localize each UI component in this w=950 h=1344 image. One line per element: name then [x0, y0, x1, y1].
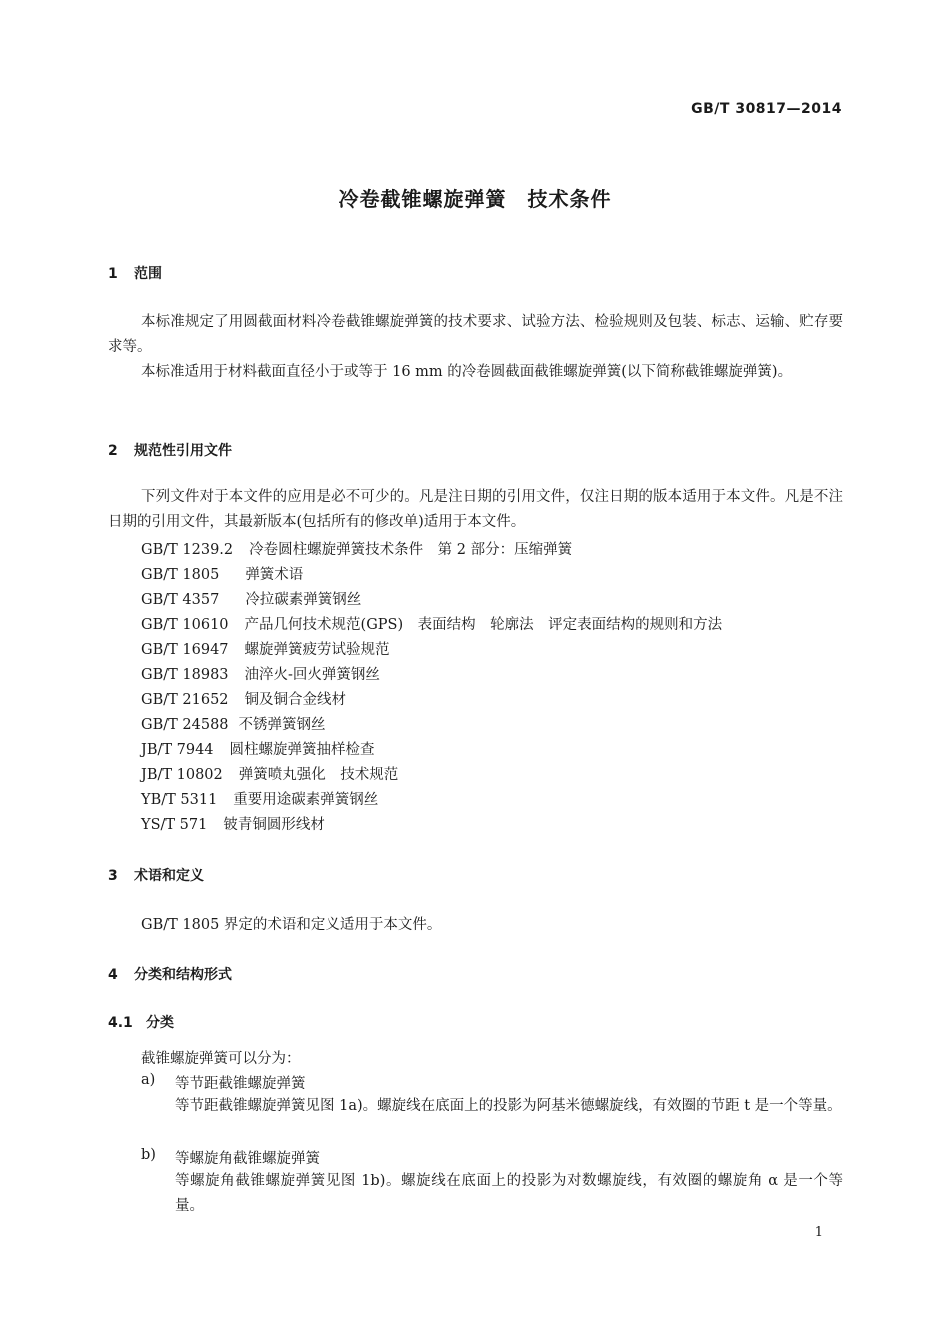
paragraph: 本标准适用于材料截面直径小于或等于 16 mm 的冷卷圆截面截锥螺旋弹簧(以下简称截锥螺旋弹簧)。	[141, 364, 793, 380]
section-2-heading	[108, 440, 232, 460]
paragraph: 截锥螺旋弹簧可以分为：	[141, 1051, 301, 1067]
reference-item	[141, 563, 303, 584]
reference-item	[141, 788, 378, 809]
list-item-label: b)	[141, 1147, 156, 1163]
reference-code: JB/T 10802	[141, 767, 223, 783]
reference-item	[141, 688, 346, 709]
list-item-label: a)	[141, 1072, 156, 1088]
reference-code: YB/T 5311	[141, 792, 218, 808]
reference-item	[141, 738, 375, 759]
reference-title: 冷拉碳素弹簧钢丝	[245, 592, 362, 608]
reference-code: GB/T 21652	[141, 692, 229, 708]
reference-title: 重要用途碳素弹簧钢丝	[233, 792, 379, 808]
list-item-description: 等节距截锥螺旋弹簧见图 1a)。螺旋线在底面上的投影为阿基米德螺旋线，有效圈的节距 t 是一个等量。	[175, 1098, 842, 1114]
reference-code: GB/T 18983	[141, 667, 229, 683]
section-number: 2	[108, 443, 118, 459]
reference-item	[141, 813, 325, 834]
reference-item	[141, 663, 380, 684]
reference-title: 不锈弹簧钢丝	[238, 717, 326, 733]
reference-title: 铍青铜圆形线材	[223, 817, 325, 833]
list-item-description: 等螺旋角截锥螺旋弹簧见图 1b)。螺旋线在底面上的投影为对数螺旋线，有效圈的螺旋角 α 是一个等量。	[175, 1173, 843, 1214]
section-3-heading	[108, 865, 204, 885]
reference-code: GB/T 10610	[141, 617, 229, 633]
section-number: 3	[108, 868, 118, 884]
reference-code: GB/T 1239.2	[141, 542, 234, 558]
reference-code: JB/T 7944	[141, 742, 214, 758]
reference-item	[141, 763, 398, 784]
reference-item	[141, 613, 722, 634]
reference-item	[141, 638, 390, 659]
page-number: 1	[814, 1225, 823, 1240]
reference-title: 产品几何技术规范(GPS) 表面结构 轮廓法 评定表面结构的规则和方法	[244, 617, 723, 633]
document-title: 冷卷截锥螺旋弹簧 技术条件	[338, 187, 612, 211]
reference-code: GB/T 1805	[141, 567, 220, 583]
section-4-heading	[108, 964, 232, 984]
reference-code: GB/T 4357	[141, 592, 220, 608]
reference-title: 铜及铜合金线材	[244, 692, 347, 708]
reference-code: GB/T 24588	[141, 717, 229, 733]
subsection-number: 4.1	[108, 1015, 133, 1031]
section-title: 术语和定义	[134, 868, 204, 884]
reference-title: 冷卷圆柱螺旋弹簧技术条件 第 2 部分：压缩弹簧	[249, 542, 573, 558]
reference-title: 圆柱螺旋弹簧抽样检查	[229, 742, 375, 758]
standard-number: GB/T 30817—2014	[691, 101, 842, 117]
section-title: 分类和结构形式	[134, 967, 232, 983]
reference-code: YS/T 571	[141, 817, 208, 833]
section-number: 1	[108, 266, 118, 282]
reference-item	[141, 588, 361, 609]
reference-title: 螺旋弹簧疲劳试验规范	[244, 642, 390, 658]
reference-code: GB/T 16947	[141, 642, 229, 658]
list-item-name: 等节距截锥螺旋弹簧	[175, 1076, 306, 1092]
section-number: 4	[108, 967, 118, 983]
paragraph: 本标准规定了用圆截面材料冷卷截锥螺旋弹簧的技术要求、试验方法、检验规则及包装、标志、运输、贮存要求等。	[108, 314, 843, 355]
section-title: 规范性引用文件	[134, 443, 232, 459]
reference-title: 弹簧术语	[245, 567, 304, 583]
section-1-heading	[108, 263, 162, 283]
subsection-title: 分类	[146, 1015, 174, 1031]
paragraph: GB/T 1805 界定的术语和定义适用于本文件。	[141, 917, 442, 933]
subsection-4-1-heading	[108, 1012, 174, 1032]
list-item-name: 等螺旋角截锥螺旋弹簧	[175, 1151, 320, 1167]
reference-title: 油淬火-回火弹簧钢丝	[244, 667, 380, 683]
reference-item	[141, 538, 572, 559]
section-title: 范围	[134, 266, 162, 282]
reference-title: 弹簧喷丸强化 技术规范	[238, 767, 399, 783]
reference-item	[141, 713, 326, 734]
paragraph: 下列文件对于本文件的应用是必不可少的。凡是注日期的引用文件，仅注日期的版本适用于本文件。凡是不注日期的引用文件，其最新版本(包括所有的修改单)适用于本文件。	[108, 489, 843, 530]
